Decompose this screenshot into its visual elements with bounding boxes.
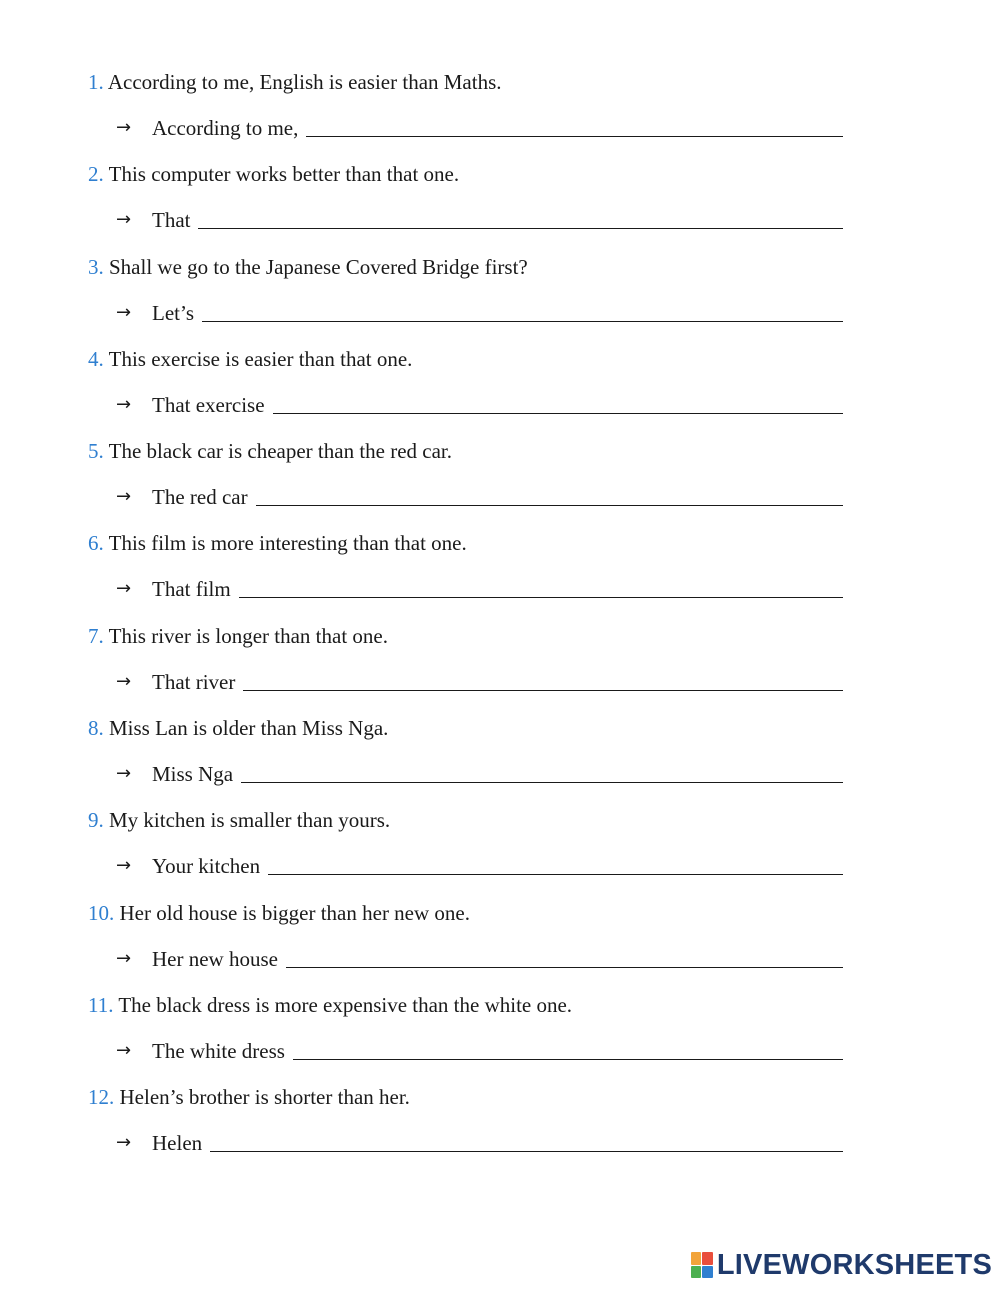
answer-row: [116, 295, 843, 331]
question-sentence: [88, 433, 452, 469]
question-sentence: [88, 618, 388, 654]
answer-input[interactable]: [293, 1059, 843, 1060]
logo-text: LIVEWORKSHEETS: [716, 1248, 992, 1281]
question-text: The black car is cheaper than the red car.: [108, 439, 453, 464]
answer-prefix: The white dress: [152, 1038, 285, 1063]
answer-row: [116, 1125, 843, 1161]
question-item: [88, 156, 843, 248]
worksheet: [88, 64, 843, 1172]
question-sentence: [88, 987, 572, 1023]
answer-row: [116, 941, 843, 977]
question-number: 11.: [88, 992, 114, 1017]
arrow-icon: →: [116, 763, 132, 785]
answer-row: [116, 571, 843, 607]
question-text: Her old house is bigger than her new one.: [119, 900, 470, 925]
answer-row: [116, 110, 843, 146]
answer-row: [116, 1033, 843, 1069]
answer-prefix: That film: [152, 577, 231, 602]
question-sentence: [88, 802, 390, 838]
arrow-icon: →: [116, 301, 132, 323]
arrow-icon: →: [116, 947, 132, 969]
question-text: The black dress is more expensive than the white one.: [118, 992, 573, 1017]
question-text: This river is longer than that one.: [108, 623, 388, 648]
arrow-icon: →: [116, 393, 132, 415]
arrow-icon: →: [116, 670, 132, 692]
question-sentence: [88, 710, 388, 746]
question-item: [88, 64, 843, 156]
arrow-icon: →: [116, 855, 132, 877]
question-number: 2.: [88, 162, 104, 187]
question-text: Miss Lan is older than Miss Nga.: [109, 716, 389, 741]
question-number: 7.: [88, 623, 104, 648]
question-sentence: [88, 1079, 410, 1115]
question-sentence: [88, 249, 528, 285]
answer-prefix: Let’s: [152, 300, 194, 325]
answer-prefix: Her new house: [152, 946, 278, 971]
question-number: 6.: [88, 531, 104, 556]
answer-input[interactable]: [268, 874, 843, 875]
question-item: [88, 1079, 843, 1171]
question-text: This film is more interesting than that one.: [108, 531, 467, 556]
question-sentence: [88, 64, 502, 100]
answer-prefix: According to me,: [152, 116, 299, 140]
question-item: [88, 618, 843, 710]
answer-prefix: Helen: [152, 1131, 203, 1156]
answer-prefix: That exercise: [152, 392, 265, 417]
question-sentence: [88, 156, 459, 192]
arrow-icon: →: [116, 578, 132, 600]
question-sentence: [88, 341, 412, 377]
arrow-icon: →: [116, 1132, 132, 1154]
question-number: 3.: [88, 254, 104, 279]
answer-prefix: The red car: [152, 485, 248, 510]
question-text: Shall we go to the Japanese Covered Bridge first?: [109, 254, 528, 279]
answer-input[interactable]: [241, 782, 843, 783]
answer-input[interactable]: [202, 321, 843, 322]
question-item: [88, 249, 843, 341]
question-text: This exercise is easier than that one.: [108, 346, 413, 371]
arrow-icon: →: [116, 1039, 132, 1061]
answer-prefix: That: [152, 208, 191, 233]
answer-prefix: Your kitchen: [152, 854, 261, 879]
answer-prefix: That river: [152, 669, 236, 694]
answer-row: [116, 479, 843, 515]
liveworksheets-logo: [691, 1247, 992, 1283]
question-item: [88, 987, 843, 1079]
arrow-icon: →: [116, 486, 132, 508]
answer-row: [116, 756, 843, 792]
answer-input[interactable]: [243, 690, 843, 691]
question-item: [88, 433, 843, 525]
question-number: 5.: [88, 439, 104, 464]
question-sentence: [88, 525, 467, 561]
question-number: 1.: [88, 70, 104, 94]
answer-row: [116, 848, 843, 884]
question-item: [88, 525, 843, 617]
answer-row: [116, 664, 843, 700]
question-number: 9.: [88, 808, 104, 833]
question-number: 4.: [88, 346, 104, 371]
question-item: [88, 802, 843, 894]
answer-input[interactable]: [198, 228, 843, 229]
answer-input[interactable]: [273, 413, 843, 414]
answer-input[interactable]: [256, 505, 843, 506]
question-text: My kitchen is smaller than yours.: [109, 808, 391, 833]
question-sentence: [88, 895, 470, 931]
question-number: 8.: [88, 716, 104, 741]
question-item: [88, 341, 843, 433]
arrow-icon: →: [116, 209, 132, 231]
answer-row: [116, 202, 843, 238]
arrow-icon: →: [116, 117, 132, 138]
question-text: According to me, English is easier than Maths.: [107, 70, 502, 94]
question-text: This computer works better than that one.: [108, 162, 460, 187]
answer-row: [116, 387, 843, 423]
answer-input[interactable]: [306, 136, 843, 137]
answer-input[interactable]: [239, 597, 843, 598]
question-item: [88, 895, 843, 987]
question-item: [88, 710, 843, 802]
question-number: 12.: [88, 1085, 115, 1110]
question-text: Helen’s brother is shorter than her.: [119, 1085, 410, 1110]
answer-input[interactable]: [210, 1151, 843, 1152]
question-number: 10.: [88, 900, 115, 925]
liveworksheets-logo-icon: [691, 1252, 713, 1278]
answer-prefix: Miss Nga: [152, 762, 234, 787]
answer-input[interactable]: [286, 967, 843, 968]
